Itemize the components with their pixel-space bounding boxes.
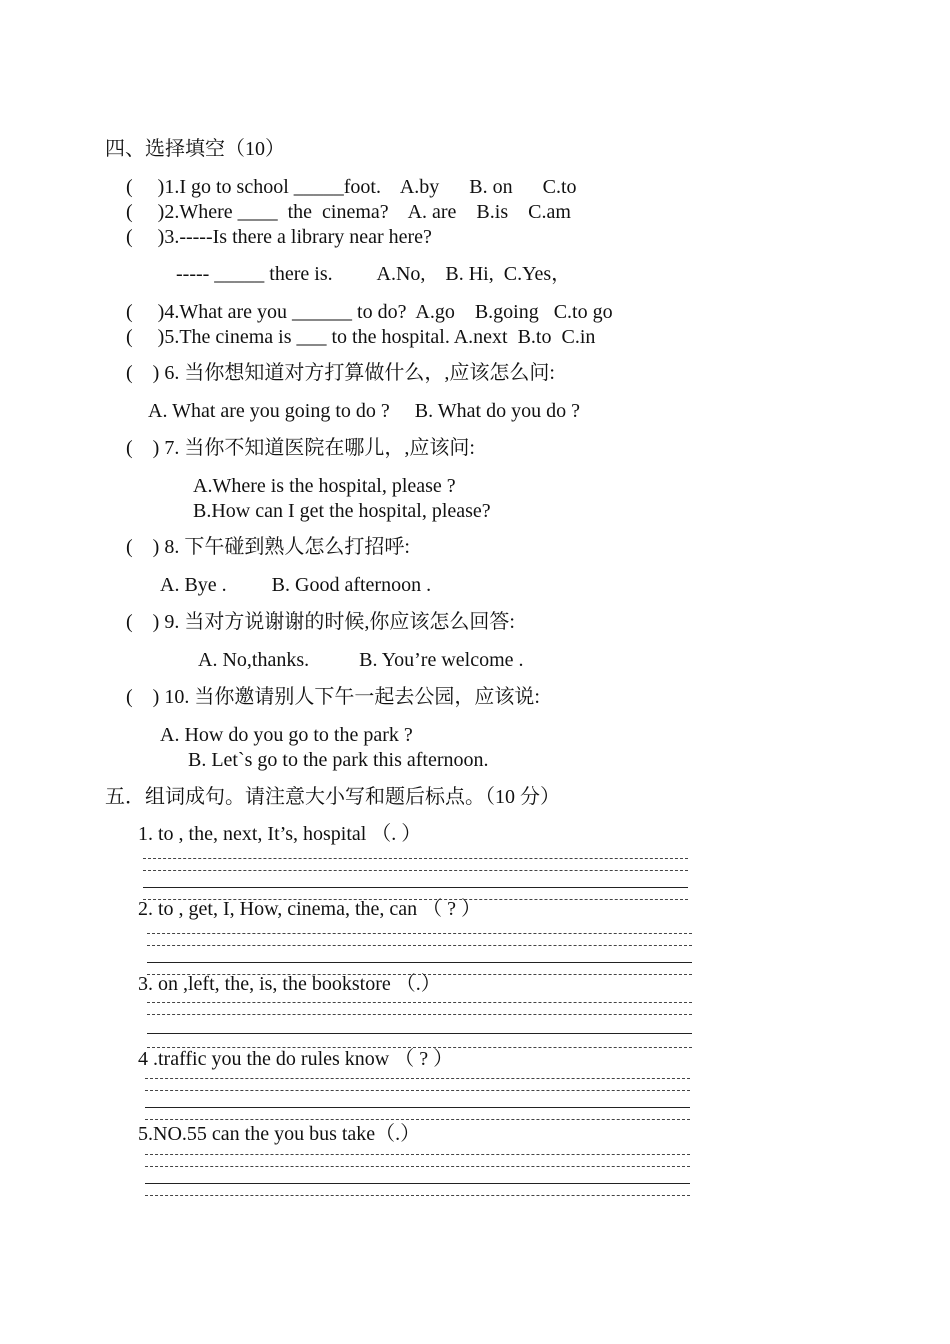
section-4-title: 四、选择填空（10）	[105, 138, 285, 160]
question-6: ( ) 6. 当你想知道对方打算做什么，,应该怎么问:	[126, 362, 555, 384]
question-6-options: A. What are you going to do ? B. What do you do ?	[148, 400, 580, 422]
sentence-item-1: 1. to , the, next, It’s, hospital （. ）	[138, 823, 422, 845]
sentence-item-2: 2. to , get, I, How, cinema, the, can （ ? ）	[138, 898, 482, 920]
question-3: ( )3.-----Is there a library near here?	[126, 226, 432, 248]
question-3-answer: ----- _____ there is. A.No, B. Hi, C.Yes，	[176, 263, 572, 285]
sentence-item-3: 3. on ,left, the, is, the bookstore （.）	[138, 973, 441, 995]
question-7-option-a: A.Where is the hospital, please ?	[193, 475, 456, 497]
sentence-item-5: 5.NO.55 can the you bus take（.）	[138, 1123, 421, 1145]
question-9-options: A. No,thanks. B. You’re welcome .	[198, 649, 524, 671]
answer-lines-3	[147, 1002, 692, 1052]
question-1: ( )1.I go to school _____foot. A.by B. on C.to	[126, 176, 577, 198]
question-10-option-a: A. How do you go to the park ?	[160, 724, 413, 746]
question-5: ( )5.The cinema is ___ to the hospital. A.next B.to C.in	[126, 326, 596, 348]
question-7: ( ) 7. 当你不知道医院在哪儿，,应该问:	[126, 437, 475, 459]
question-8: ( ) 8. 下午碰到熟人怎么打招呼:	[126, 536, 410, 558]
answer-lines-4	[145, 1078, 690, 1128]
question-10-option-b: B. Let`s go to the park this afternoon.	[188, 749, 489, 771]
question-10: ( ) 10. 当你邀请别人下午一起去公园，应该说:	[126, 686, 540, 708]
question-8-options: A. Bye . B. Good afternoon .	[160, 574, 432, 596]
sentence-item-4: 4 .traffic you the do rules know （ ? ）	[138, 1048, 454, 1070]
question-9: ( ) 9. 当对方说谢谢的时候,你应该怎么回答:	[126, 611, 515, 633]
section-5-title: 五．组词成句。请注意大小写和题后标点。（10 分）	[105, 786, 560, 808]
question-2: ( )2.Where ____ the cinema? A. are B.is C.am	[126, 201, 571, 223]
question-7-option-b: B.How can I get the hospital, please?	[193, 500, 491, 522]
answer-lines-5	[145, 1154, 690, 1204]
question-4: ( )4.What are you ______ to do? A.go B.going C.to go	[126, 301, 613, 323]
